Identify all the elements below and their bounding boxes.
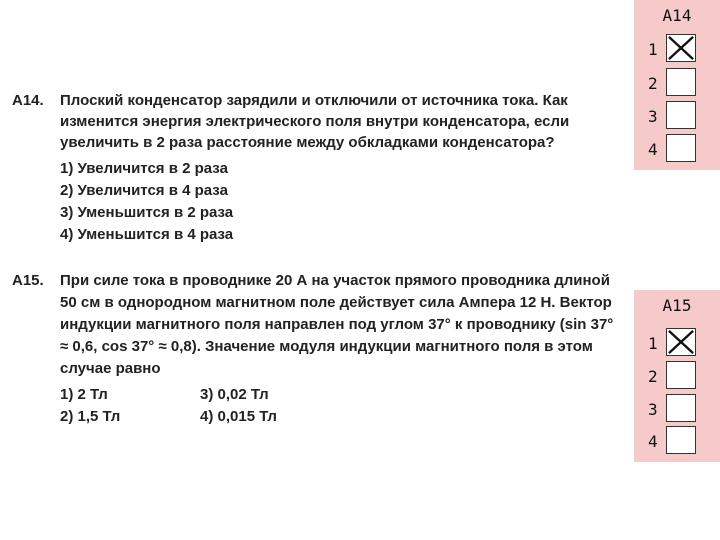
- cross-mark-icon: [667, 329, 695, 355]
- answer-a15-choice-4-label: 4: [648, 432, 658, 451]
- answer-a14-checkbox-1[interactable]: [666, 34, 696, 62]
- question-a15-text: При силе тока в проводнике 20 А на участок прямого проводника длиной 50 см в однородном магнитном поле действует сила Ампера 12 Н. Вектор индукции магнитного поля направлен под углом 37° к проводнику (sin 37° ≈ 0,6, cos 37° ≈ 0,8). Значение модуля индукции магнитного поля в этом случае равно: [60, 272, 614, 377]
- answer-a14-choice-4-label: 4: [648, 140, 658, 159]
- question-a15-option-2: 2) 1,5 Тл: [60, 408, 121, 425]
- answer-a15-checkbox-4[interactable]: [666, 426, 696, 454]
- question-a14-option-4: 4) Уменьшится в 4 раза: [60, 226, 234, 243]
- question-a14-text: Плоский конденсатор зарядили и отключили от источника тока. Как изменится энергия электрического поля внутри конденсатора, если увеличить в 2 раза расстояние между обкладками конденсатора?: [60, 92, 570, 151]
- answer-a15-choice-1-label: 1: [648, 334, 658, 353]
- question-a14-option-1: 1) Увеличится в 2 раза: [60, 160, 228, 177]
- answer-a15-checkbox-1[interactable]: [666, 328, 696, 356]
- answer-a15-checkbox-3[interactable]: [666, 394, 696, 422]
- answer-a14-checkbox-2[interactable]: [666, 68, 696, 96]
- question-a15-option-4: 4) 0,015 Тл: [200, 408, 277, 425]
- answer-a14-choice-1-label: 1: [648, 40, 658, 59]
- question-a15-option-1: 1) 2 Тл: [60, 386, 108, 403]
- question-a14-option-2: 2) Увеличится в 4 раза: [60, 182, 228, 199]
- answer-a14-choice-3-label: 3: [648, 107, 658, 126]
- question-a14-label: A14.: [12, 92, 44, 109]
- answer-a15-choice-3-label: 3: [648, 400, 658, 419]
- answer-panel-a15-title: A15: [662, 296, 692, 315]
- answer-a15-checkbox-2[interactable]: [666, 361, 696, 389]
- answer-panel-a14-title: A14: [662, 6, 692, 25]
- question-a15-option-3: 3) 0,02 Тл: [200, 386, 269, 403]
- cross-mark-icon: [667, 35, 695, 61]
- question-a15-label: A15.: [12, 272, 44, 289]
- answer-a15-choice-2-label: 2: [648, 367, 658, 386]
- answer-a14-checkbox-4[interactable]: [666, 134, 696, 162]
- answer-a14-checkbox-3[interactable]: [666, 101, 696, 129]
- answer-a14-choice-2-label: 2: [648, 74, 658, 93]
- question-a14-option-3: 3) Уменьшится в 2 раза: [60, 204, 234, 221]
